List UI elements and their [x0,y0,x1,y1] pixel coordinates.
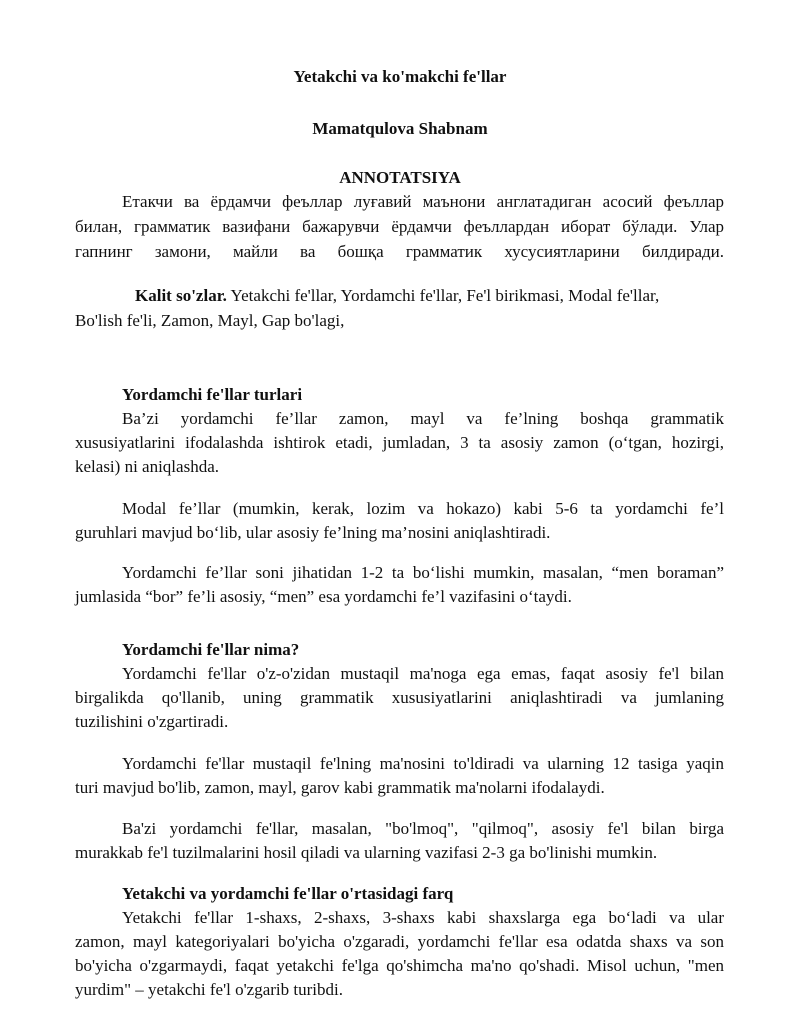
paragraph-line: Yordamchi fe'llar mustaqil fe'lning ma'nosini to'ldiradi va ularning 12 tasiga yaqin [122,754,724,773]
section-heading: Yordamchi fe'llar turlari [122,385,303,404]
keywords-line: Bo'lish fe'li, Zamon, Mayl, Gap bo'lagi, [75,311,345,330]
paragraph-line: Yetakchi fe'llar 1-shaxs, 2-shaxs, 3-shaxs kabi shaxslarga ega bo‘ladi va ular [122,908,724,927]
annotation-line: гапнинг замони, майли ва бошқа грамматик хусусиятларини билдиради. [75,242,724,261]
document-title: Yetakchi va ko'makchi fe'llar [293,67,507,86]
annotation-line: билан, грамматик вазифани бажарувчи ёрдамчи феъллардан иборат бўлади. Улар [75,217,724,236]
section-heading: Yordamchi fe'llar nima? [122,640,300,659]
paragraph-line: kelasi) ni aniqlashda. [75,457,219,476]
paragraph-line: bo'yicha o'zgarmaydi, faqat yetakchi fe'lga qo'shimcha ma'no qo'shadi. Misol uchun, "men [75,956,724,975]
paragraph-line: Modal fe’llar (mumkin, kerak, lozim va hokazo) kabi 5-6 ta yordamchi fe’l [122,499,724,518]
keywords-line [135,284,725,308]
paragraph-line: jumlasida “bor” fe’li asosiy, “men” esa yordamchi fe’l vazifasini o‘taydi. [75,587,572,606]
paragraph-line: Ba’zi yordamchi fe’llar zamon, mayl va fe’lning boshqa grammatik [122,409,724,428]
paragraph-line: tuzilishini o'zgartiradi. [75,712,229,731]
paragraph-line: Ba'zi yordamchi fe'llar, masalan, "bo'lmoq", "qilmoq", asosiy fe'l bilan birga [122,819,724,838]
paragraph-line: birgalikda qo'llanib, uning grammatik xususiyatlarini aniqlashtiradi va jumlaning [75,688,724,707]
section-heading: Yetakchi va yordamchi fe'llar o'rtasidagi farq [122,884,454,903]
paragraph-line: xususiyatlarini ifodalashda ishtirok etadi, jumladan, 3 ta asosiy zamon (o‘tgan, hozirgi, [75,433,724,452]
annotation-line: Етакчи ва ёрдамчи феъллар луғавий маънони англатадиган асосий феъллар [122,192,724,211]
paragraph-line: guruhlari mavjud bo‘lib, ular asosiy fe’lning ma’nosini aniqlashtiradi. [75,523,551,542]
paragraph-line: turi mavjud bo'lib, zamon, mayl, garov kabi grammatik ma'nolarni ifodalaydi. [75,778,605,797]
annotation-heading: ANNOTATSIYA [339,168,461,187]
keywords-text: Yetakchi fe'llar, Yordamchi fe'llar, Fe'l birikmasi, Modal fe'llar, [226,286,660,305]
paragraph-line: yurdim" – yetakchi fe'l o'zgarib turibdi. [75,980,343,999]
paragraph-line: zamon, mayl kategoriyalari bo'yicha o'zgaradi, yordamchi fe'llar esa odatda shaxs va son [75,932,724,951]
paragraph-line: murakkab fe'l tuzilmalarini hosil qiladi va ularning vazifasi 2-3 ga bo'linishi mumkin. [75,843,658,862]
author-name: Mamatqulova Shabnam [312,119,488,138]
paragraph-line: Yordamchi fe'llar o'z-o'zidan mustaqil ma'noga ega emas, faqat asosiy fe'l bilan [122,664,724,683]
paragraph-line: Yordamchi fe’llar soni jihatidan 1-2 ta bo‘lishi mumkin, masalan, “men boraman” [122,563,724,582]
keywords-label: Kalit so'zlar. [135,286,227,305]
